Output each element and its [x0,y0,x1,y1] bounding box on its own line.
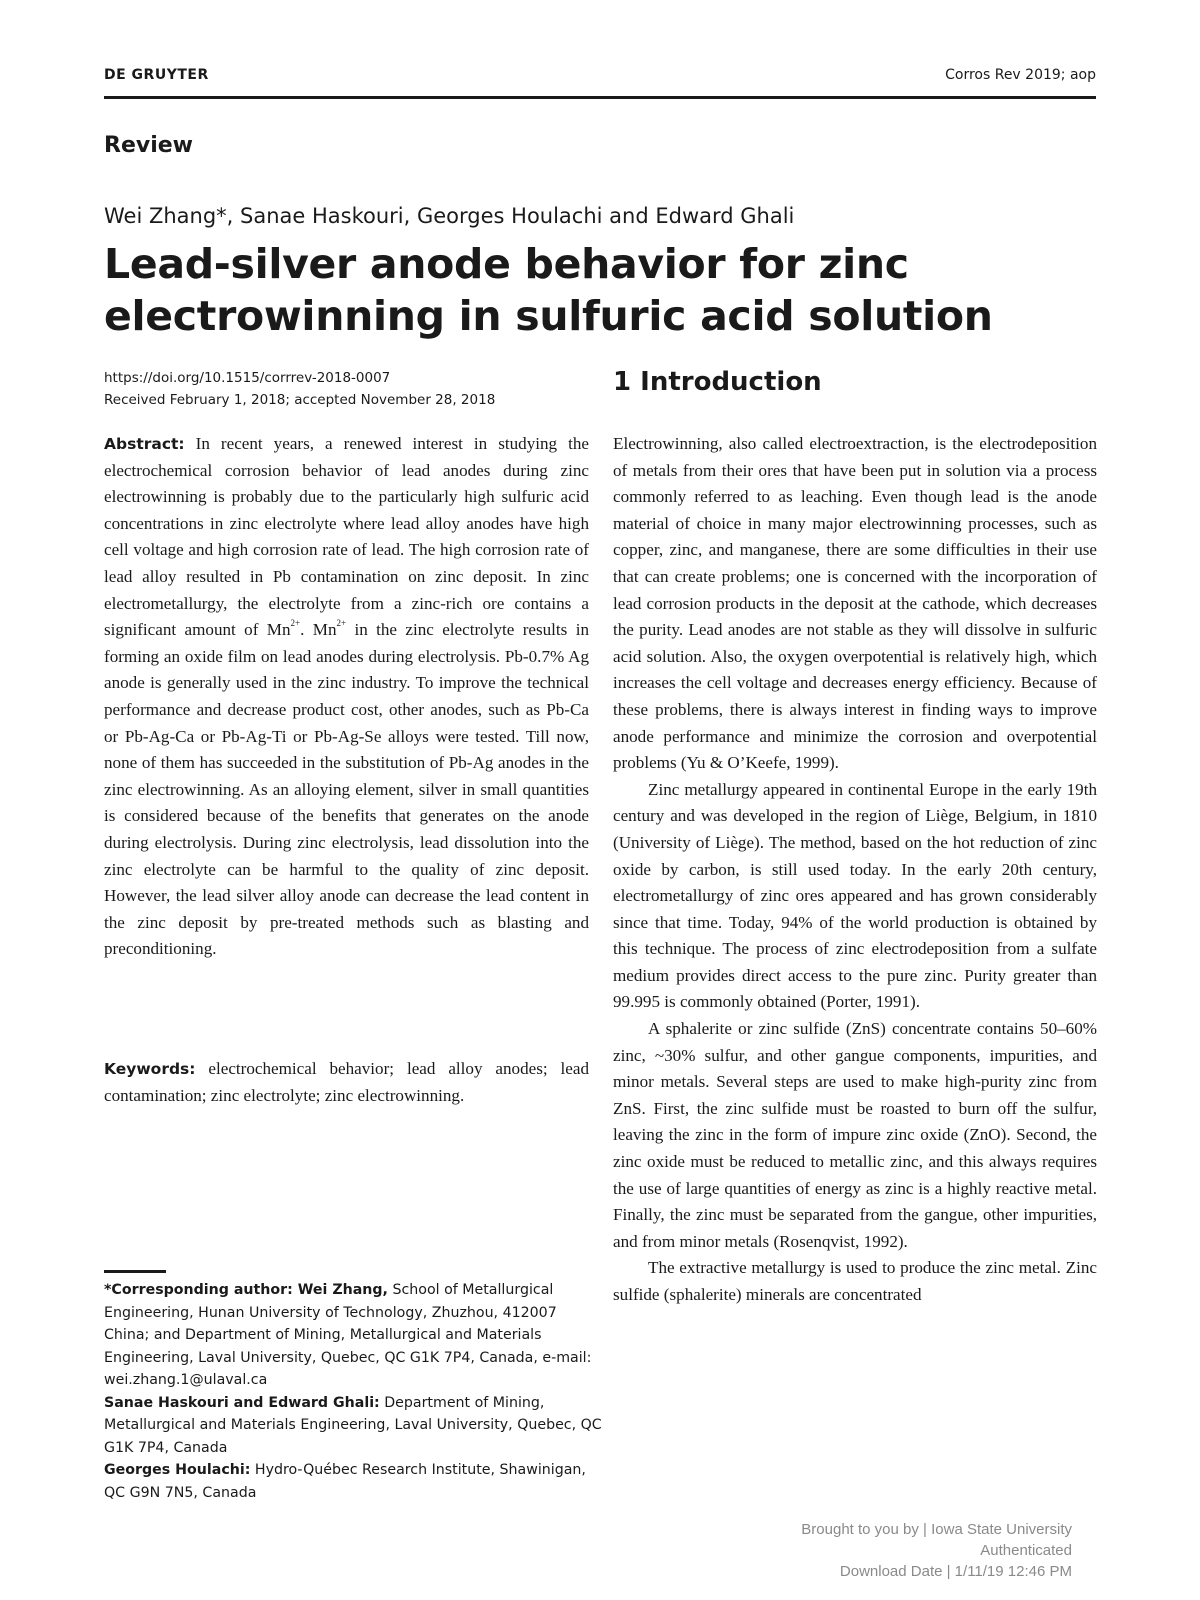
footnote-text: School of Metallurgical Engineering, Hunan University of Technology, Zhuzhou, 412007 China; and Department of Mining, Metallurgical and Materials Engineering, Laval University, Quebec, QC G1K 7P4, Canada, e-mail: wei.zhang.1@ulaval.ca [104,1282,592,1388]
stamp-line: Brought to you by | Iowa State University [801,1521,1072,1538]
abstract-text-part: in the zinc electrolyte results in forming an oxide film on lead anodes during electrolysis. Pb-0.7% Ag anode is generally used in the zinc industry. To improve the technical performance and decrease product cost, other anodes, such as Pb-Ca or Pb-Ag-Ca or Pb-Ag-Ti or Pb-Ag-Se alloys were tested. Till now, none of them has succeeded in the substitution of Pb-Ag anodes in the zinc electrowinning. As an alloying element, silver in small quantities is considered because of the benefits that generates on the anode during electrolysis. During zinc electrolysis, lead dissolution into the zinc electrolyte can be harmful to the quality of zinc deposit. However, the lead silver alloy anode can decrease the lead content in the zinc deposit by pre-treated methods such as blasting and preconditioning. [104,620,589,959]
abstract-text-part: In recent years, a renewed interest in studying the electrochemical corrosion behavior of lead anodes during zinc electrowinning is probably due to the particularly high sulfuric acid concentrations in zinc electrolyte where lead alloy anodes have high cell voltage and high corrosion rate of lead. The high corrosion rate of lead alloy resulted in Pb contamination on zinc deposit. In zinc electrometallurgy, the electrolyte from a zinc-rich ore contains a significant amount of Mn [104,434,589,640]
footnotes [104,1279,604,1504]
download-stamp [801,1519,1072,1582]
received-date: Received February 1, 2018; accepted November 28, 2018 [104,392,496,408]
keywords-text: electrochemical behavior; lead alloy anodes; lead contamination; zinc electrolyte; zinc electrowinning. [104,1059,589,1105]
keywords [104,1056,589,1109]
paragraph: Zinc metallurgy appeared in continental Europe in the early 19th century and was developed in the region of Liège, Belgium, in 1810 (University of Liège). The method, based on the hot reduction of zinc oxide by carbon, is still used today. In the early 20th century, electrometallurgy of zinc ores appeared and has grown considerably since that time. Today, 94% of the world production is obtained by this technique. The process of zinc electrodeposition from a sulfate medium provides direct access to the pure zinc. Purity greater than 99.995 is commonly obtained (Porter, 1991). [613,779,1097,1012]
footnote-label: Georges Houlachi: [104,1462,251,1478]
footnote-affiliation [104,1392,604,1460]
doi-link[interactable]: https://doi.org/10.1515/corrrev-2018-0007 [104,370,391,386]
footnote-text: Department of Mining, Metallurgical and Materials Engineering, Laval University, Quebec, QC G1K 7P4, Canada [104,1394,602,1456]
abstract-text-part: . Mn [300,620,337,640]
footnote-affiliation [104,1459,604,1504]
superscript: 2+ [290,618,301,629]
paragraph: Electrowinning, also called electroextraction, is the electrodeposition of metals from their ores that have been put in solution via a process commonly referred to as leaching. Even though lead is the anode material of choice in many major electrowinning processes, such as copper, zinc, and manganese, there are some difficulties in their use that can create problems; one is concerned with the incorporation of lead corrosion products in the deposit at the cathode, which decreases the purity. Lead anodes are not stable as they will dissolve in sulfuric acid solution. Also, the oxygen overpotential is relatively high, which increases the cell voltage and decreases energy efficiency. Because of these problems, there is always interest in finding ways to improve anode performance and minimize the corrosion and overpotential problems (Yu & O’Keefe, 1999). [613,434,1097,773]
introduction-body [613,431,1097,1309]
footnote-corresponding-author [104,1279,604,1392]
footnote-label: Sanae Haskouri and Edward Ghali: [104,1394,380,1411]
superscript: 2+ [336,618,347,629]
journal-citation: Corros Rev 2019; aop [945,67,1096,83]
article-title: Lead-silver anode behavior for zinc electrowinning in sulfuric acid solution [104,240,993,340]
keywords-label: Keywords: [104,1060,196,1078]
abstract-label: Abstract: [104,435,185,453]
header-rule [104,96,1096,99]
abstract [104,431,589,963]
stamp-line: Authenticated [980,1542,1072,1559]
stamp-line: Download Date | 1/11/19 12:46 PM [839,1563,1072,1580]
paragraph: A sphalerite or zinc sulfide (ZnS) concentrate contains 50–60% zinc, ~30% sulfur, and other gangue components, impurities, and minor metals. Several steps are used to make high-purity zinc from ZnS. First, the zinc sulfide must be roasted to burn off the sulfur, leaving the zinc in the form of impure zinc oxide (ZnO). Second, the zinc oxide must be reduced to metallic zinc, and this always requires the use of large quantities of energy as zinc is a highly reactive metal. Finally, the zinc must be separated from the gangue, other impurities, and from minor metals (Rosenqvist, 1992). [613,1019,1097,1251]
author-list: Wei Zhang*, Sanae Haskouri, Georges Houlachi and Edward Ghali [104,204,795,228]
publisher-name: DE GRUYTER [104,67,209,83]
section-heading-introduction: 1 Introduction [613,367,822,397]
footnote-label: *Corresponding author: Wei Zhang, [104,1282,388,1298]
paragraph: The extractive metallurgy is used to produce the zinc metal. Zinc sulfide (sphalerite) minerals are concentrated [613,1258,1097,1304]
footnote-rule [104,1270,166,1273]
article-type: Review [104,133,193,158]
footnote-text: Hydro-Québec Research Institute, Shawinigan, QC G9N 7N5, Canada [104,1462,586,1501]
